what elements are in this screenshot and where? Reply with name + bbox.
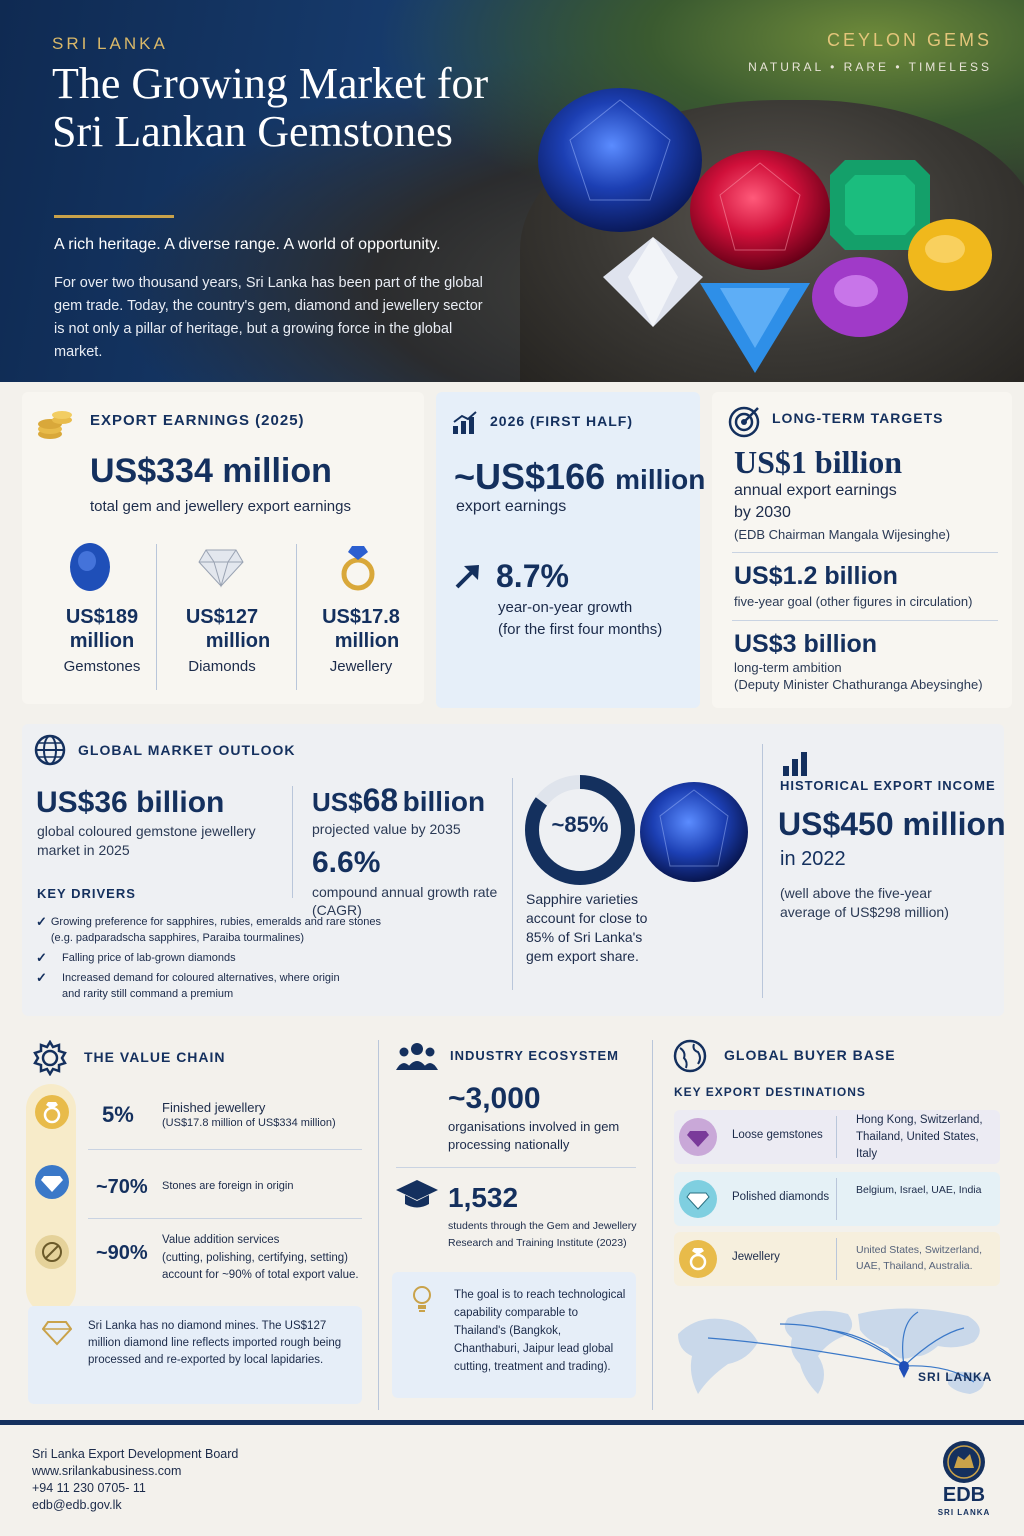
divider bbox=[292, 786, 293, 898]
growth-value: 8.7% bbox=[496, 558, 569, 594]
market-2035-unit: billion bbox=[402, 786, 486, 817]
divider bbox=[836, 1178, 837, 1220]
value-chain-line-1b: (US$17.8 million of US$334 million) bbox=[162, 1117, 336, 1129]
growth-desc: year-on-year growth bbox=[498, 599, 633, 616]
buyer-row bbox=[674, 1110, 1000, 1164]
target-icon bbox=[728, 404, 762, 438]
ring-icon bbox=[34, 1094, 70, 1130]
historical-desc: (well above the five-year average of US$298 million) bbox=[780, 885, 949, 920]
diamonds-label: Diamonds bbox=[188, 658, 256, 675]
edb-logo-text: EDB bbox=[942, 1484, 986, 1506]
map-label: SRI LANKA bbox=[918, 1370, 993, 1384]
buyer-destinations: Hong Kong, Switzerland, Thailand, United States, Italy bbox=[856, 1114, 983, 1160]
first-half-desc: export earnings bbox=[456, 498, 567, 515]
orgs-desc: organisations involved in gem processing nationally bbox=[448, 1119, 620, 1152]
amethyst-icon bbox=[678, 1117, 718, 1157]
growth-note: (for the first four months) bbox=[498, 621, 663, 638]
sapphire-icon bbox=[68, 542, 112, 592]
ring-icon bbox=[338, 542, 378, 592]
graduation-cap-icon bbox=[396, 1178, 438, 1210]
divider bbox=[836, 1238, 837, 1280]
orgs-value: ~3,000 bbox=[448, 1082, 541, 1115]
ecosystem-heading: INDUSTRY ECOSYSTEM bbox=[450, 1048, 619, 1063]
market-2035-number: 68 bbox=[362, 782, 399, 818]
export-earnings-card bbox=[22, 392, 424, 704]
outlook-card bbox=[22, 724, 1004, 1016]
footer-org: Sri Lanka Export Development Board bbox=[32, 1447, 239, 1461]
outlook-heading: GLOBAL MARKET OUTLOOK bbox=[78, 742, 296, 758]
target-2-desc: five-year goal (other figures in circulation) bbox=[734, 594, 973, 609]
target-2-value: US$1.2 billion bbox=[734, 562, 898, 590]
buyers-section bbox=[668, 1034, 1008, 1410]
ecosystem-section bbox=[392, 1034, 642, 1410]
check-icon: ✓ bbox=[36, 970, 47, 985]
value-chain-line-3b: (cutting, polishing, certifying, setting) account for ~90% of total export value. bbox=[162, 1252, 359, 1281]
buyers-subheading: KEY EXPORT DESTINATIONS bbox=[674, 1085, 866, 1099]
buyer-label: Jewellery bbox=[732, 1251, 780, 1263]
target-1-value: US$1 billion bbox=[734, 444, 903, 480]
sapphire-gem-icon bbox=[636, 776, 754, 888]
blue-topaz-gem-icon bbox=[690, 268, 820, 378]
driver-item bbox=[36, 914, 386, 946]
buyer-destinations: Belgium, Israel, UAE, India bbox=[856, 1184, 982, 1196]
diamond-icon bbox=[198, 548, 244, 588]
jewellery-label: Jewellery bbox=[329, 658, 393, 675]
hero-kicker: SRI LANKA bbox=[52, 34, 168, 53]
bar-chart-icon bbox=[782, 750, 808, 776]
target-3-source: (Deputy Minister Chathuranga Abeysinghe) bbox=[734, 677, 983, 692]
export-total: US$334 million bbox=[90, 452, 332, 490]
first-half-value-unit: million bbox=[615, 464, 706, 495]
gear-icon bbox=[32, 1040, 68, 1076]
target-3-value: US$3 billion bbox=[734, 630, 878, 658]
edb-logo-sub: SRI LANKA bbox=[937, 1508, 991, 1517]
edb-emblem-icon bbox=[938, 1440, 990, 1484]
cagr-value: 6.6% bbox=[312, 846, 381, 879]
check-icon: ✓ bbox=[36, 950, 47, 965]
divider bbox=[732, 620, 998, 621]
footer-divider bbox=[0, 1420, 1024, 1425]
page-title: The Growing Market for Sri Lankan Gemstones bbox=[52, 59, 489, 156]
divider bbox=[156, 544, 157, 690]
title-divider bbox=[54, 215, 174, 218]
globe-icon bbox=[34, 734, 66, 766]
footer-email[interactable]: edb@edb.gov.lk bbox=[32, 1498, 122, 1512]
amethyst-gem-icon bbox=[810, 255, 910, 340]
market-2035-desc: projected value by 2035 bbox=[312, 821, 461, 837]
buyer-row bbox=[674, 1232, 1000, 1286]
gemstones-label: Gemstones bbox=[63, 658, 141, 675]
driver-text: Growing preference for sapphires, rubies, emeralds and rare stones (e.g. padparadscha sapphires, Paraiba tourmalines) bbox=[50, 916, 382, 944]
polishing-icon bbox=[34, 1234, 70, 1270]
jewellery-unit: million bbox=[334, 630, 400, 652]
market-2035-currency: US$ bbox=[312, 787, 363, 817]
students-desc: students through the Gem and Jewellery Research and Training Institute (2023) bbox=[448, 1220, 637, 1249]
value-chain-line-1: Finished jewellery bbox=[162, 1100, 266, 1115]
export-total-desc: total gem and jewellery export earnings bbox=[90, 498, 351, 515]
divider bbox=[732, 552, 998, 553]
divider bbox=[296, 544, 297, 690]
goal-text: The goal is to reach technological capability comparable to Thailand's (Bangkok, Chanthaburi, Jaipur lead global cutting, treatment and trading). bbox=[454, 1289, 626, 1373]
lightbulb-icon bbox=[410, 1284, 434, 1314]
first-half-card bbox=[436, 392, 706, 708]
driver-item bbox=[36, 970, 386, 1002]
gemstones-value: US$189 bbox=[65, 606, 139, 628]
market-2035-value bbox=[312, 782, 485, 819]
divider bbox=[836, 1116, 837, 1158]
coins-icon bbox=[34, 404, 74, 444]
value-chain-section bbox=[22, 1034, 372, 1410]
market-2025-desc: global coloured gemstone jewellery market in 2025 bbox=[37, 823, 256, 858]
targets-heading: LONG-TERM TARGETS bbox=[772, 410, 944, 426]
divider bbox=[762, 744, 763, 998]
hero-body: For over two thousand years, Sri Lanka has been part of the global gem trade. Today, the country's gem, diamond and jewellery sector is not only a pillar of heritage, but a growing force in the global market. bbox=[54, 275, 483, 360]
value-chain-heading: THE VALUE CHAIN bbox=[84, 1049, 226, 1065]
buyer-label: Polished diamonds bbox=[732, 1191, 830, 1203]
driver-item bbox=[36, 950, 386, 966]
sapphire-share-desc: Sapphire varieties account for close to 85% of Sri Lanka's gem export share. bbox=[526, 891, 648, 964]
footer-phone: +94 11 230 0705- 11 bbox=[32, 1481, 146, 1495]
divider bbox=[512, 778, 513, 990]
buyers-heading: GLOBAL BUYER BASE bbox=[724, 1047, 896, 1063]
brand-tagline: NATURAL • RARE • TIMELESS bbox=[748, 60, 992, 74]
jewellery-value: US$17.8 bbox=[322, 606, 400, 628]
goal-box bbox=[392, 1272, 636, 1398]
target-1-year: by 2030 bbox=[734, 504, 791, 521]
value-chain-line-3: Value addition services bbox=[162, 1234, 280, 1246]
hero-banner bbox=[0, 0, 1024, 382]
divider bbox=[652, 1040, 653, 1410]
divider bbox=[396, 1167, 636, 1168]
market-2025-value: US$36 billion bbox=[36, 786, 225, 819]
historical-year: in 2022 bbox=[780, 848, 846, 870]
check-icon: ✓ bbox=[36, 914, 47, 929]
historical-value: US$450 million bbox=[778, 806, 1006, 842]
value-chain-pct-1: 5% bbox=[102, 1102, 134, 1127]
diamonds-value: US$127 bbox=[185, 606, 259, 628]
targets-card bbox=[712, 392, 1012, 708]
first-half-value-main: ~US$166 bbox=[454, 456, 606, 497]
diamond-note-box bbox=[28, 1306, 362, 1404]
footer-website[interactable]: www.srilankabusiness.com bbox=[32, 1464, 182, 1478]
target-1-source: (EDB Chairman Mangala Wijesinghe) bbox=[734, 527, 951, 542]
diamond-note: Sri Lanka has no diamond mines. The US$127 million diamond line reflects imported rough being processed and re-exported by local lapidaries. bbox=[88, 1320, 342, 1366]
value-chain-line-2: Stones are foreign in origin bbox=[162, 1180, 294, 1192]
value-chain-pct-2: ~70% bbox=[96, 1176, 148, 1198]
footer-contact bbox=[32, 1446, 238, 1514]
historical-heading: HISTORICAL EXPORT INCOME bbox=[780, 778, 996, 793]
sapphire-gem-icon bbox=[530, 80, 710, 240]
yellow-sapphire-gem-icon bbox=[905, 215, 995, 295]
gem-icon bbox=[34, 1164, 70, 1200]
sapphire-share-value: ~85% bbox=[551, 812, 609, 837]
buyer-row bbox=[674, 1172, 1000, 1226]
target-3-desc: long-term ambition bbox=[734, 660, 842, 675]
globe-icon bbox=[672, 1038, 708, 1074]
diamond-icon bbox=[678, 1179, 718, 1219]
target-1-desc: annual export earnings bbox=[734, 482, 897, 499]
arrow-up-right-icon bbox=[454, 562, 482, 590]
gemstones-unit: million bbox=[69, 630, 135, 652]
drivers-list bbox=[36, 914, 386, 1002]
ring-icon bbox=[678, 1239, 718, 1279]
diamond-outline-icon bbox=[42, 1320, 72, 1346]
first-half-value bbox=[454, 456, 705, 498]
divider bbox=[378, 1040, 379, 1410]
buyer-label: Loose gemstones bbox=[732, 1129, 823, 1141]
driver-text: Increased demand for coloured alternatives, where origin and rarity still command a premium bbox=[62, 972, 340, 1000]
buyer-destinations: United States, Switzerland, UAE, Thailand, Australia. bbox=[856, 1244, 983, 1272]
divider bbox=[88, 1149, 362, 1150]
cagr-desc: compound annual growth rate (CAGR) bbox=[312, 884, 498, 918]
divider bbox=[88, 1218, 362, 1219]
brand-name: CEYLON GEMS bbox=[826, 30, 992, 50]
hero-tagline: A rich heritage. A diverse range. A world of opportunity. bbox=[54, 236, 441, 253]
world-map-icon bbox=[668, 1294, 1004, 1406]
drivers-heading: KEY DRIVERS bbox=[37, 886, 136, 901]
value-chain-pct-3: ~90% bbox=[96, 1242, 148, 1264]
bar-chart-icon bbox=[452, 410, 478, 434]
export-earnings-heading: EXPORT EARNINGS (2025) bbox=[90, 412, 305, 429]
driver-text: Falling price of lab-grown diamonds bbox=[62, 952, 236, 964]
diamonds-unit: million bbox=[205, 630, 271, 652]
students-value: 1,532 bbox=[448, 1182, 519, 1213]
first-half-heading: 2026 (FIRST HALF) bbox=[490, 413, 634, 429]
people-icon bbox=[396, 1042, 438, 1070]
